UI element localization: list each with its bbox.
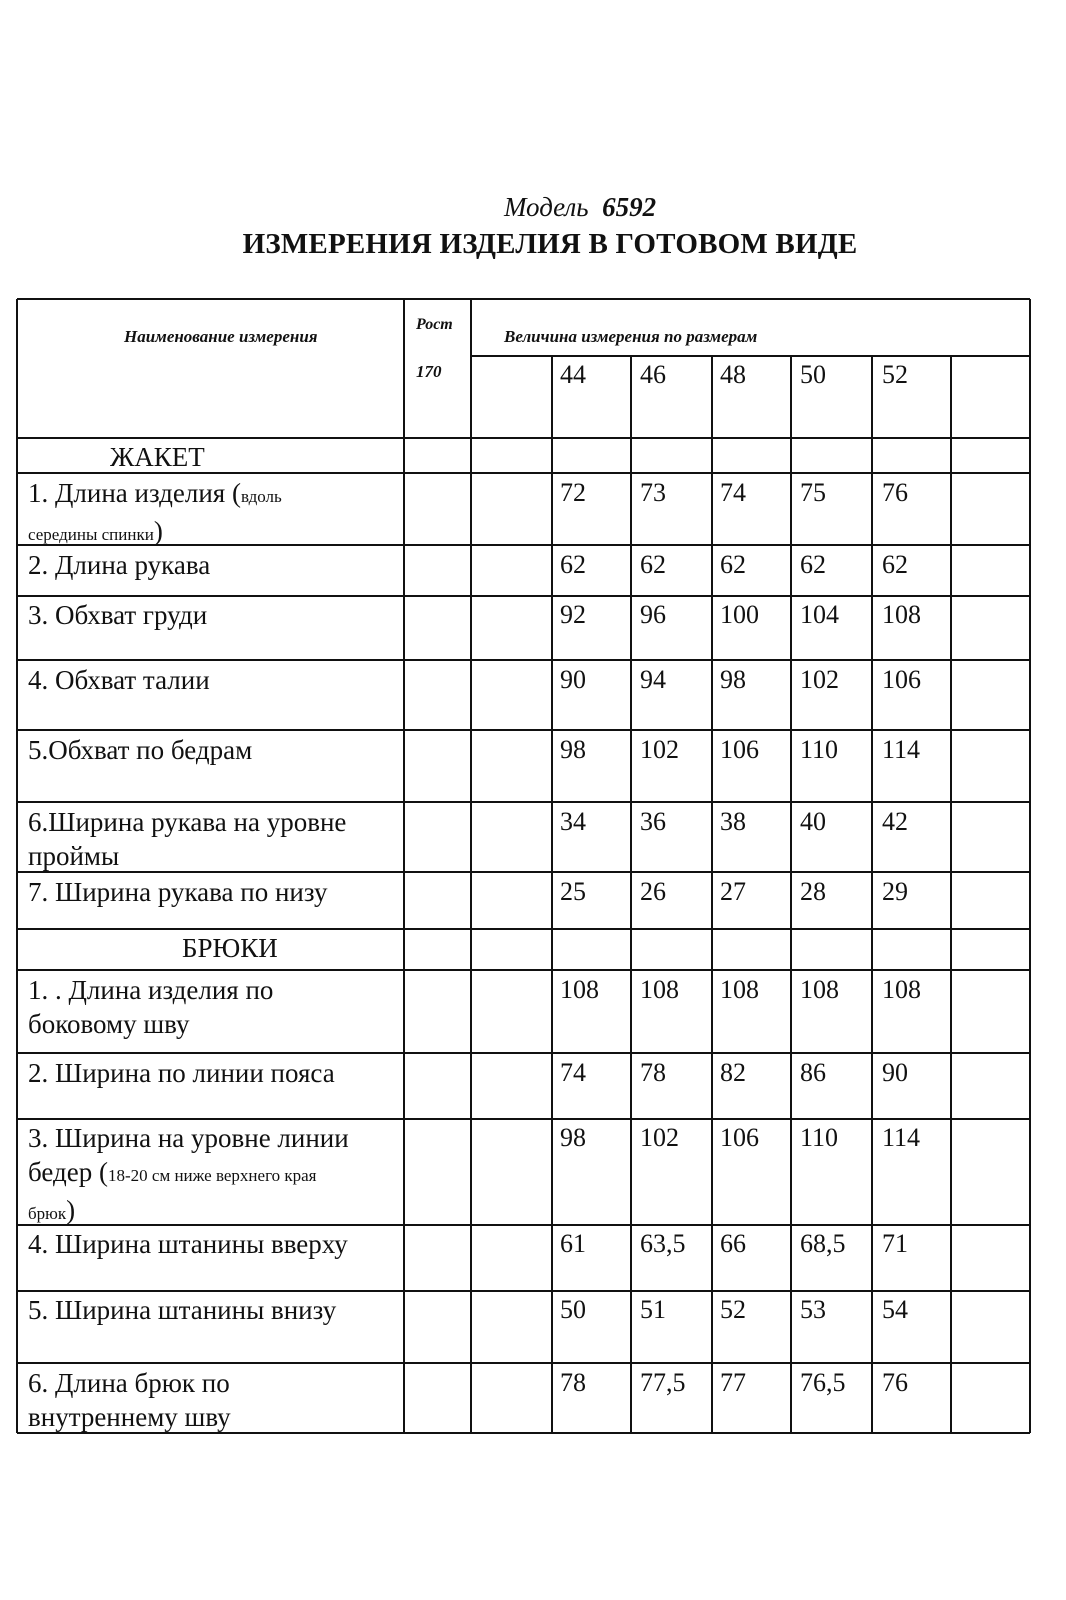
trousers-value: 108 [800,975,839,1004]
jacket-value: 106 [720,735,759,764]
trousers-value: 108 [560,975,599,1004]
trousers-value: 53 [800,1295,826,1324]
jacket-value: 34 [560,807,586,836]
jacket-value: 26 [640,877,666,906]
trousers-row-label: 2. Ширина по линии пояса [28,1058,335,1088]
jacket-value: 62 [882,550,908,579]
trousers-value: 63,5 [640,1229,686,1258]
jacket-value: 25 [560,877,586,906]
header-height-value: 170 [416,362,442,381]
model-prefix: Модель [503,192,589,222]
trousers-row-label: 6. Длина брюк по внутреннему шву [28,1368,231,1432]
jacket-value: 42 [882,807,908,836]
size-header: 48 [720,360,746,389]
trousers-value: 106 [720,1123,759,1152]
size-header: 46 [640,360,666,389]
trousers-row-label: 3. Ширина на уровне линии бедер (18-20 см ниже верхнего края брюк) [28,1123,349,1225]
jacket-row-label: 5.Обхват по бедрам [28,735,253,765]
trousers-value: 50 [560,1295,586,1324]
trousers-value: 108 [882,975,921,1004]
trousers-value: 68,5 [800,1229,846,1258]
trousers-value: 77,5 [640,1368,686,1397]
trousers-row-label: 1. . Длина изделия по боковому шву [28,975,274,1039]
jacket-value: 100 [720,600,759,629]
jacket-value: 72 [560,478,586,507]
trousers-value: 78 [560,1368,586,1397]
trousers-value: 76,5 [800,1368,846,1397]
jacket-value: 75 [800,478,826,507]
jacket-row-label: 7. Ширина рукава по низу [28,877,328,907]
trousers-value: 108 [720,975,759,1004]
jacket-row-label: 2. Длина рукава [28,550,211,580]
jacket-value: 27 [720,877,746,906]
jacket-value: 108 [882,600,921,629]
trousers-value: 71 [882,1229,908,1258]
jacket-value: 62 [800,550,826,579]
model-number: 6592 [602,192,657,222]
jacket-value: 110 [800,735,839,764]
trousers-value: 86 [800,1058,826,1087]
header-measurement-name: Наименование измерения [124,327,318,346]
trousers-row-label: 5. Ширина штанины внизу [28,1295,337,1325]
trousers-value: 74 [560,1058,586,1087]
jacket-row-label: 4. Обхват талии [28,665,210,695]
trousers-value: 76 [882,1368,908,1397]
jacket-value: 96 [640,600,666,629]
header-height-label: Рост [416,316,453,333]
jacket-value: 98 [720,665,746,694]
size-header: 50 [800,360,826,389]
jacket-value: 106 [882,665,921,694]
trousers-value: 54 [882,1295,908,1324]
size-header: 44 [560,360,586,389]
trousers-row-label: 4. Ширина штанины вверху [28,1229,348,1259]
jacket-value: 102 [800,665,839,694]
jacket-value: 73 [640,478,666,507]
jacket-value: 76 [882,478,908,507]
trousers-value: 52 [720,1295,746,1324]
trousers-value: 110 [800,1123,839,1152]
trousers-value: 61 [560,1229,586,1258]
jacket-value: 104 [800,600,839,629]
jacket-row-label: 3. Обхват груди [28,600,208,630]
header-sizes-label: Величина измерения по размерам [504,327,758,346]
jacket-row-label: 1. Длина изделия (вдоль середины спинки) [28,478,282,546]
trousers-value: 51 [640,1295,666,1324]
section-trousers: БРЮКИ [182,933,278,963]
jacket-value: 28 [800,877,826,906]
jacket-value: 36 [640,807,666,836]
model-title [0,192,1066,223]
jacket-row-label: 6.Ширина рукава на уровне проймы [28,807,347,871]
jacket-value: 102 [640,735,679,764]
trousers-value: 98 [560,1123,586,1152]
trousers-value: 90 [882,1058,908,1087]
jacket-value: 92 [560,600,586,629]
jacket-value: 94 [640,665,666,694]
page-heading: ИЗМЕРЕНИЯ ИЗДЕЛИЯ В ГОТОВОМ ВИДЕ [242,228,858,260]
trousers-value: 66 [720,1229,746,1258]
size-header: 52 [882,360,908,389]
jacket-value: 74 [720,478,746,507]
trousers-value: 78 [640,1058,666,1087]
trousers-value: 77 [720,1368,746,1397]
trousers-value: 82 [720,1058,746,1087]
jacket-value: 98 [560,735,586,764]
trousers-value: 102 [640,1123,679,1152]
jacket-value: 62 [560,550,586,579]
jacket-value: 62 [720,550,746,579]
jacket-value: 90 [560,665,586,694]
section-jacket: ЖАКЕТ [110,442,205,472]
jacket-value: 40 [800,807,826,836]
jacket-value: 38 [720,807,746,836]
jacket-value: 29 [882,877,908,906]
jacket-value: 62 [640,550,666,579]
trousers-value: 108 [640,975,679,1004]
trousers-value: 114 [882,1123,921,1152]
jacket-value: 114 [882,735,921,764]
